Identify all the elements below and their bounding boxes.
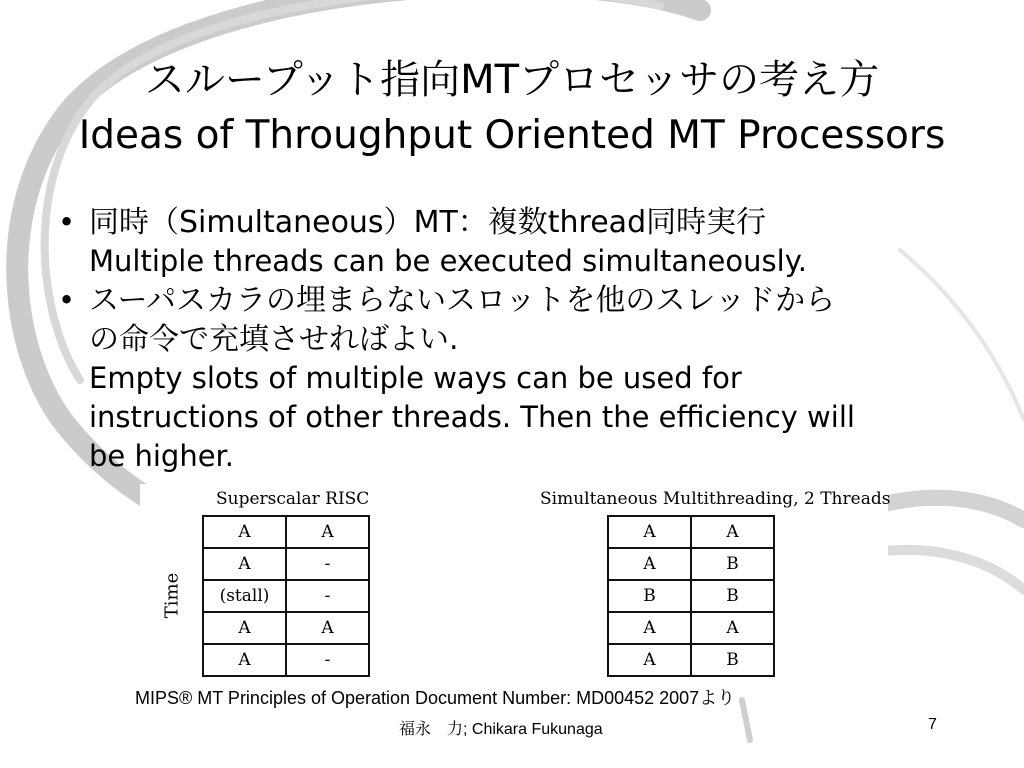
bullet-dot-icon: • [58,205,76,239]
title-english: Ideas of Throughput Oriented MT Processors [78,113,946,158]
page-number: 7 [928,716,937,733]
table-row [203,644,369,676]
source-citation: MIPS® MT Principles of Operation Document Number: MD00452 2007より [135,688,736,708]
table-row [608,612,774,644]
bullet-list [58,203,988,476]
slot-cell: A [608,516,691,548]
slot-cell: A [286,612,369,644]
bullet-item-simultaneous-mt [58,203,988,281]
author-credit: 福永 力; Chikara Fukunaga [399,721,603,738]
slot-cell: B [691,580,774,612]
bullet-text-english-line2: instructions of other threads. Then the efficiency will [89,400,855,434]
slot-cell: A [608,612,691,644]
slot-cell: A [691,612,774,644]
bullet-text-english-line3: be higher. [89,439,235,473]
smt-slot-table [607,515,775,677]
table-row [608,580,774,612]
slot-cell: A [203,612,286,644]
table-row [203,612,369,644]
smt-table-title: Simultaneous Multithreading, 2 Threads [540,489,891,509]
slot-cell: A [203,548,286,580]
table-row [203,516,369,548]
slot-cell: A [608,548,691,580]
slot-cell: B [608,580,691,612]
superscalar-table-title: Superscalar RISC [216,489,370,509]
table-row [608,644,774,676]
slot-cell: - [286,644,369,676]
superscalar-slot-table [202,515,370,677]
slide-title [0,52,1024,164]
slot-cell: B [691,644,774,676]
table-row [203,548,369,580]
bullet-text-english-line1: Empty slots of multiple ways can be used for [89,361,742,395]
slot-cell: A [203,516,286,548]
table-row [203,580,369,612]
slot-cell: B [691,548,774,580]
bullet-text-japanese-line1: スーパスカラの埋まらないスロットを他のスレッドから [89,283,836,318]
title-japanese: スループット指向MTプロセッサの考え方 [144,57,880,103]
slot-cell: A [691,516,774,548]
bullet-item-empty-slots [58,281,988,476]
slot-cell: A [286,516,369,548]
bullet-text-japanese-line2: の命令で充填させればよい. [89,322,459,357]
bullet-dot-icon: • [58,283,76,317]
slot-cell: (stall) [203,580,286,612]
slot-cell: A [608,644,691,676]
bullet-text-english: Multiple threads can be executed simultaneously. [89,244,807,278]
table-row [608,548,774,580]
table-row [608,516,774,548]
slot-cell: - [286,548,369,580]
slot-cell: - [286,580,369,612]
bullet-text-japanese: 同時（Simultaneous）MT：複数thread同時実行 [89,205,767,240]
time-axis-label: Time [161,572,183,619]
slot-cell: A [203,644,286,676]
